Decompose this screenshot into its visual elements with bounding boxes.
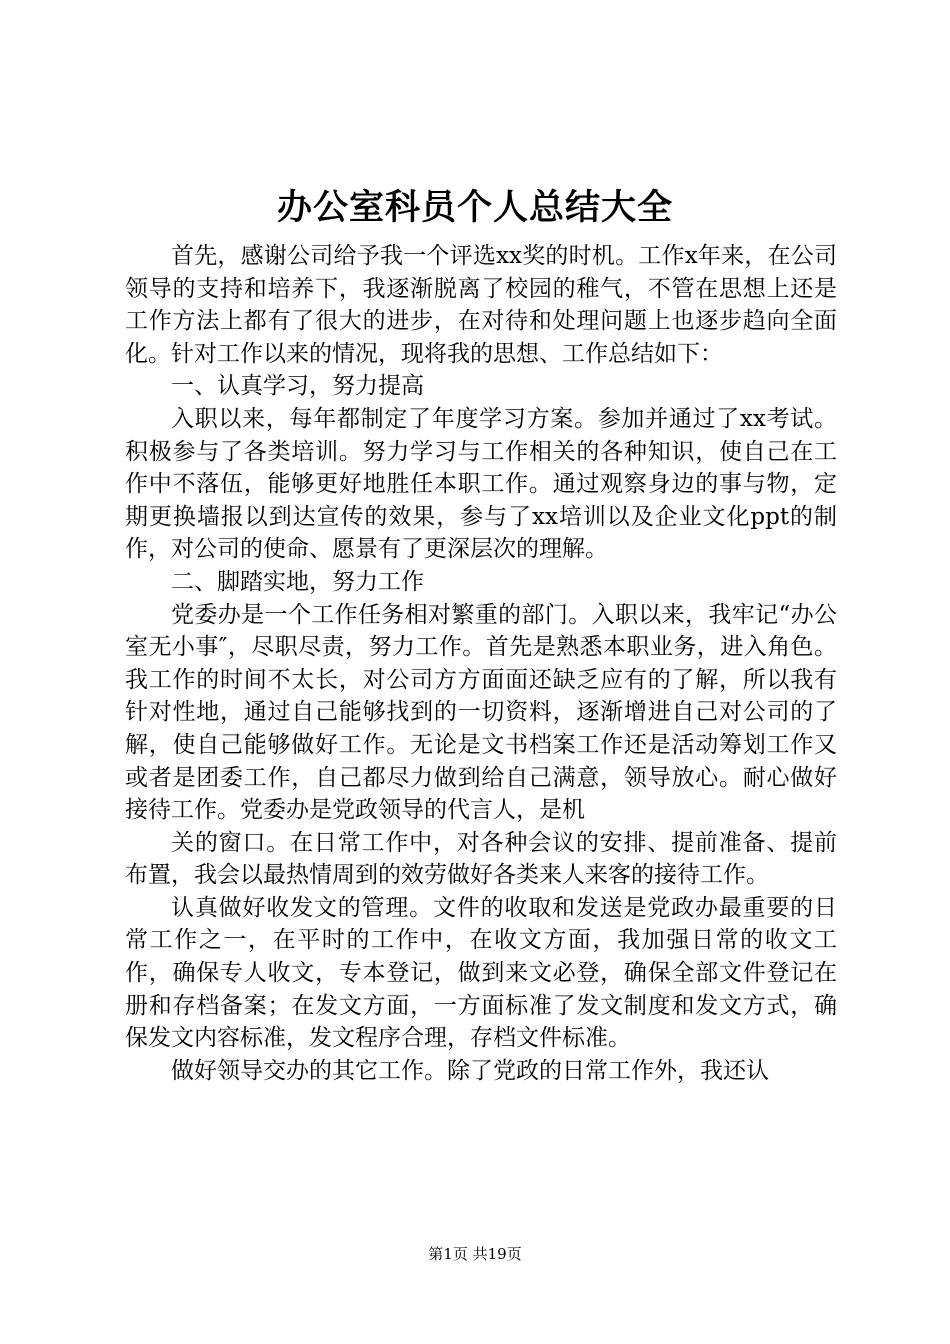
document-body: [125, 240, 837, 1087]
page-number-footer: 第1页 共19页: [428, 1245, 522, 1263]
document-title: 办公室科员个人总结大全: [276, 187, 673, 228]
section-heading-1: 一、认真学习，努力提高: [171, 373, 424, 400]
paragraph-intro: 首先，感谢公司给予我一个评选xx奖的时机。工作x年来，在公司领导的支持和培养下，我逐渐脱离了校园的稚气，不管在思想上还是工作方法上都有了很大的进步，在对待和处理问题上也逐步趋向全面化。针对工作以来的情况，现将我的思想、工作总结如下：: [125, 243, 837, 367]
section-heading-2: 二、脚踏实地，努力工作: [171, 568, 424, 595]
paragraph-work: 党委办是一个工作任务相对繁重的部门。入职以来，我牢记“办公室无小事″，尽职尽责，努力工作。首先是熟悉本职业务，进入角色。我工作的时间不太长，对公司方方面面还缺乏应有的了解，所以我有针对性地，通过自己能够找到的一切资料，逐渐增进自己对公司的了解，使自己能够做好工作。无论是文书档案工作还是活动筹划工作又或者是团委工作，自己都尽力做到给自己满意，领导放心。耐心做好接待工作。党委办是党政领导的代言人，是机: [125, 601, 837, 824]
paragraph-study: 入职以来，每年都制定了年度学习方案。参加并通过了xx考试。积极参与了各类培训。努力学习与工作相关的各种知识，使自己在工作中不落伍，能够更好地胜任本职工作。通过观察身边的事与物，定期更换墙报以到达宣传的效果，参与了xx培训以及企业文化ppt的制作，对公司的使命、愿景有了更深层次的理解。: [125, 405, 837, 563]
paragraph-other-tasks: 做好领导交办的其它工作。除了党政的日常工作外，我还认: [171, 1057, 769, 1084]
paragraph-reception: 关的窗口。在日常工作中，对各种会议的安排、提前准备、提前布置，我会以最热情周到的效劳做好各类来人来客的接待工作。: [125, 829, 837, 889]
paragraph-documents: 认真做好收发文的管理。文件的收取和发送是党政办最重要的日常工作之一，在平时的工作中，在收文方面，我加强日常的收文工作，确保专人收文，专本登记，做到来文必登，确保全部文件登记在册和存档备案；在发文方面，一方面标准了发文制度和发文方式，确保发文内容标准，发文程序合理，存档文件标准。: [125, 894, 837, 1052]
